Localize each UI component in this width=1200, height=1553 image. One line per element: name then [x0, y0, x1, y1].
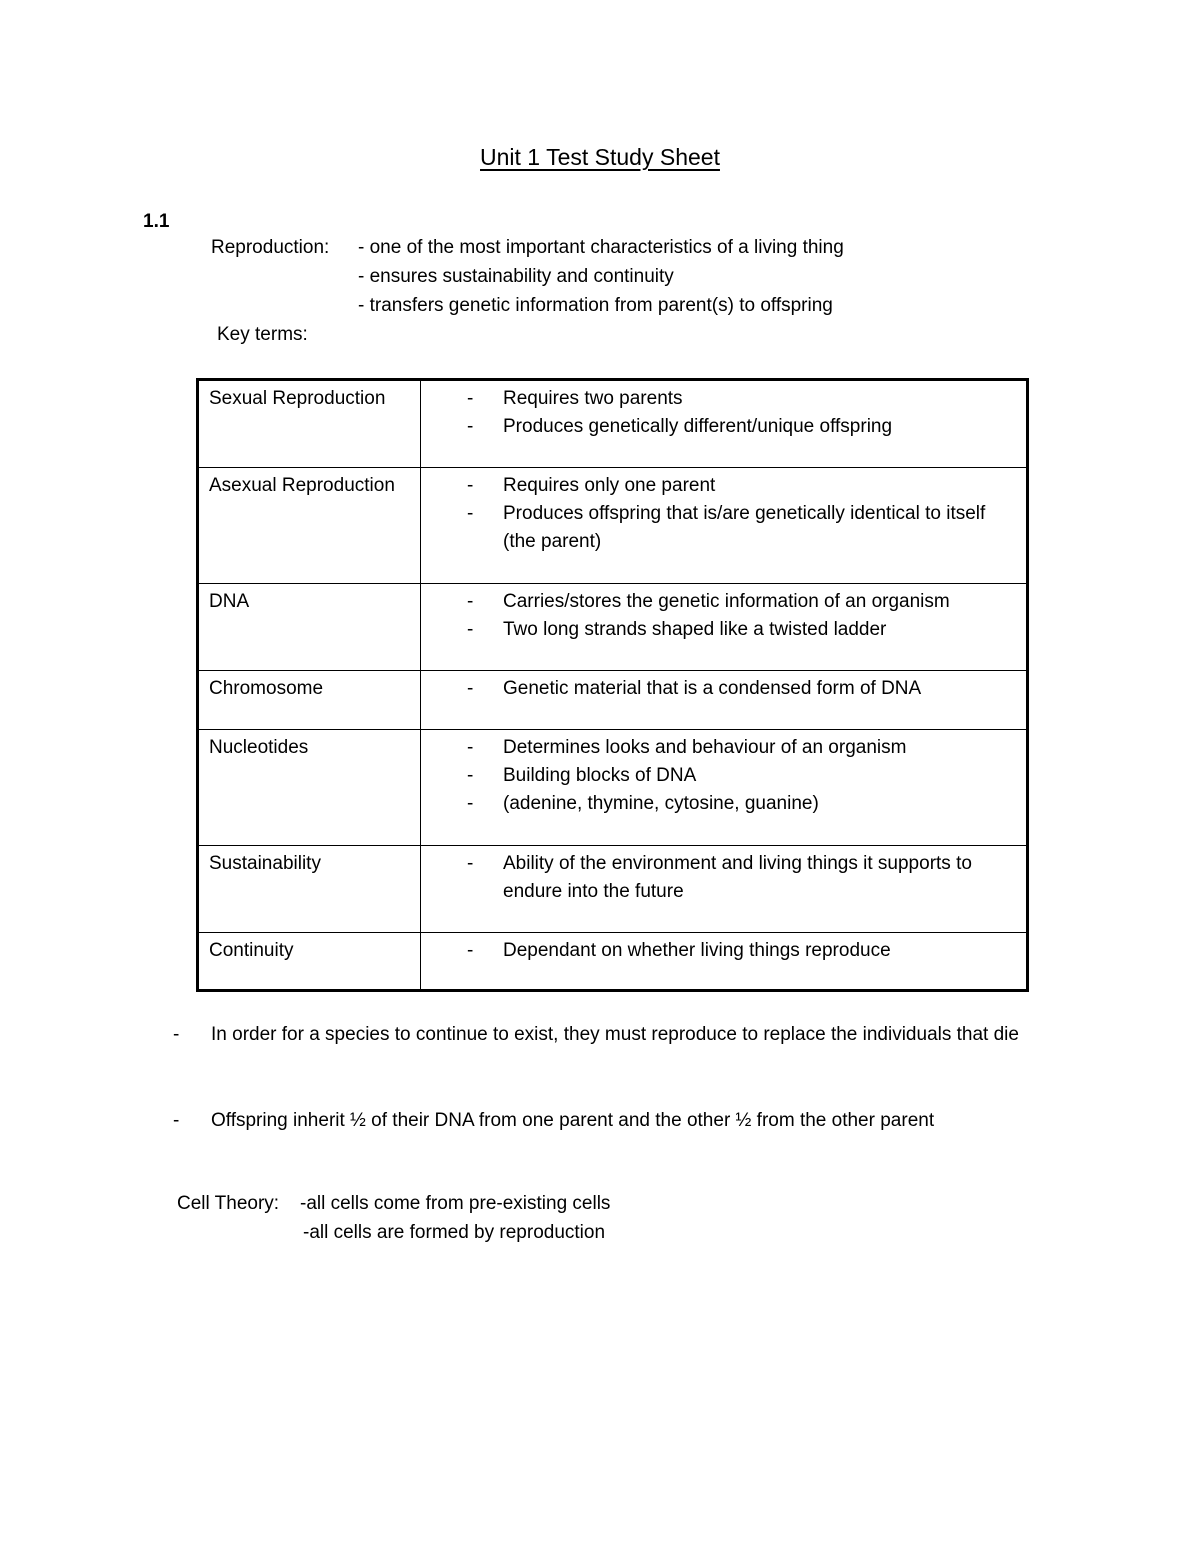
definition-cell — [421, 730, 1028, 846]
dash-marker: - — [173, 1024, 180, 1045]
definition-text: Dependant on whether living things reproduce — [503, 940, 891, 961]
definition-item — [431, 790, 1016, 818]
term-cell: Sustainability — [198, 846, 421, 933]
dash-marker: - — [467, 793, 474, 814]
definition-cell — [421, 671, 1028, 730]
key-terms-table — [196, 378, 1029, 992]
dash-marker: - — [467, 765, 474, 786]
definition-text: Determines looks and behaviour of an organism — [503, 737, 907, 758]
table-row — [198, 671, 1028, 730]
definition-item — [431, 472, 1016, 500]
cell-theory-point: -all cells come from pre-existing cells — [300, 1193, 611, 1214]
definition-cell — [421, 584, 1028, 671]
cell-theory-point: -all cells are formed by reproduction — [303, 1222, 606, 1243]
section-number: 1.1 — [143, 211, 170, 232]
table-row — [198, 468, 1028, 584]
term-cell: Continuity — [198, 933, 421, 991]
table-row — [198, 730, 1028, 846]
term-cell: Asexual Reproduction — [198, 468, 421, 584]
reproduction-point: - transfers genetic information from parent(s) to offspring — [358, 295, 833, 316]
definition-item — [431, 413, 1016, 441]
definition-cell — [421, 846, 1028, 933]
dash-marker: - — [467, 853, 474, 874]
dash-marker: - — [467, 503, 474, 524]
dash-marker: - — [467, 416, 474, 437]
dash-marker: - — [467, 737, 474, 758]
reproduction-label: Reproduction: — [211, 237, 330, 258]
reproduction-point: - ensures sustainability and continuity — [358, 266, 674, 287]
cell-theory-label: Cell Theory: — [177, 1193, 280, 1214]
reproduction-point: - one of the most important characteristics of a living thing — [358, 237, 844, 258]
definition-item — [431, 588, 1016, 616]
dash-marker: - — [467, 475, 474, 496]
definition-item — [431, 850, 1016, 906]
bullet-text: Offspring inherit ½ of their DNA from one parent and the other ½ from the other parent — [211, 1110, 935, 1131]
term-cell: Sexual Reproduction — [198, 380, 421, 468]
definition-cell — [421, 380, 1028, 468]
definition-item — [431, 500, 1016, 556]
definition-text: Genetic material that is a condensed form of DNA — [503, 678, 922, 699]
definition-item — [431, 385, 1016, 413]
table-row — [198, 933, 1028, 991]
dash-marker: - — [467, 940, 474, 961]
definition-text: Two long strands shaped like a twisted ladder — [503, 619, 887, 640]
definition-cell — [421, 933, 1028, 991]
definition-text: Produces genetically different/unique offspring — [503, 416, 893, 437]
dash-marker: - — [467, 619, 474, 640]
term-cell: Chromosome — [198, 671, 421, 730]
definition-cell — [421, 468, 1028, 584]
key-terms-label: Key terms: — [217, 324, 308, 345]
table-row — [198, 846, 1028, 933]
bullet-text: In order for a species to continue to exist, they must reproduce to replace the individuals that die — [211, 1024, 1019, 1045]
definition-item — [431, 616, 1016, 644]
dash-marker: - — [467, 388, 474, 409]
dash-marker: - — [467, 591, 474, 612]
definition-text: (adenine, thymine, cytosine, guanine) — [503, 793, 819, 814]
definition-text: Ability of the environment and living things it supports to endure into the future — [503, 853, 972, 902]
table-row — [198, 380, 1028, 468]
term-cell: Nucleotides — [198, 730, 421, 846]
definition-text: Carries/stores the genetic information of an organism — [503, 591, 950, 612]
definition-item — [431, 762, 1016, 790]
dash-marker: - — [173, 1110, 180, 1131]
table-row — [198, 584, 1028, 671]
definition-text: Produces offspring that is/are genetically identical to itself (the parent) — [503, 503, 986, 552]
definition-item — [431, 937, 1016, 965]
definition-item — [431, 734, 1016, 762]
definition-text: Requires only one parent — [503, 475, 716, 496]
definition-item — [431, 675, 1016, 703]
definition-text: Requires two parents — [503, 388, 683, 409]
definition-text: Building blocks of DNA — [503, 765, 697, 786]
term-cell: DNA — [198, 584, 421, 671]
dash-marker: - — [467, 678, 474, 699]
page-title: Unit 1 Test Study Sheet — [480, 144, 720, 170]
